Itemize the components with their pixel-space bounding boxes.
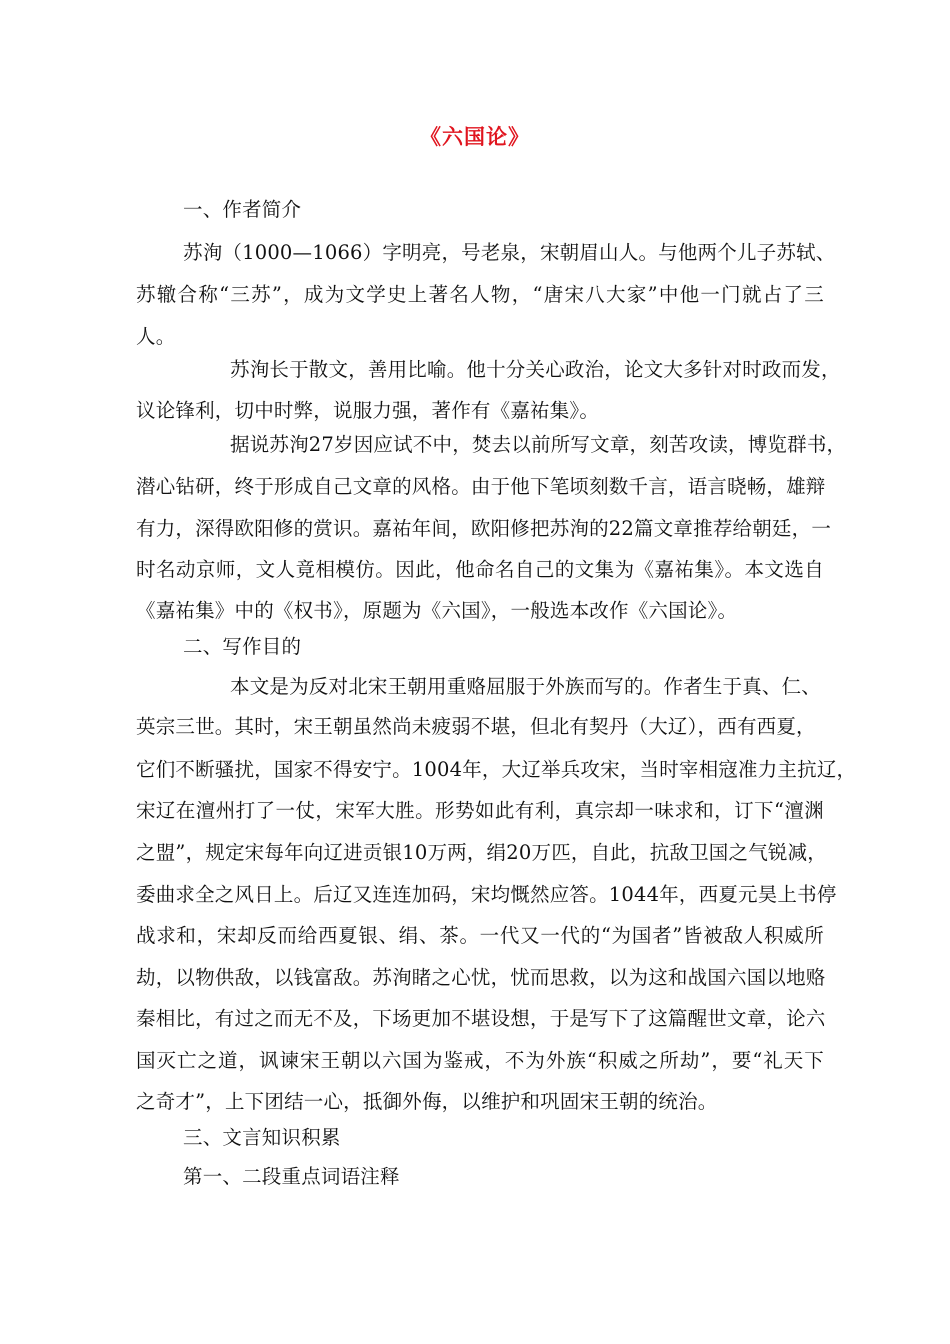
- paragraph-line: 潜心钻研，终于形成自己文章的风格。由于他下笔顷刻数千言，语言晓畅，雄辩: [136, 475, 826, 498]
- section-heading-purpose: 二、写作目的: [183, 635, 302, 658]
- paragraph-line: 劫，以物供敌，以钱富敌。苏洵睹之心忧，忧而思救，以为这和战国六国以地赂: [136, 966, 826, 989]
- paragraph-line: 苏洵长于散文，善用比喻。他十分关心政治，论文大多针对时政而发，: [230, 358, 841, 381]
- paragraph-line: 之盟”，规定宋每年向辽进贡银10万两，绢20万匹，自此，抗敌卫国之气锐减，: [136, 841, 827, 864]
- paragraph-line: 它们不断骚扰，国家不得安宁。1004年，大辽举兵攻宋，当时宰相寇准力主抗辽，: [136, 758, 857, 781]
- paragraph-line: 秦相比，有过之而无不及，下场更加不堪设想，于是写下了这篇醒世文章，论六: [136, 1007, 826, 1030]
- paragraph-line: 战求和，宋却反而给西夏银、绢、茶。一代又一代的“为国者”皆被敌人积威所: [136, 924, 824, 947]
- paragraph-line: 人。: [136, 325, 176, 348]
- paragraph-line: 英宗三世。其时，宋王朝虽然尚未疲弱不堪，但北有契丹（大辽），西有西夏，: [136, 715, 816, 738]
- paragraph-line: 宋辽在澶州打了一仗，宋军大胜。形势如此有利，真宗却一味求和，订下“澶渊: [136, 799, 824, 822]
- section-heading-author: 一、作者简介: [183, 198, 302, 221]
- subsection-heading: 第一、二段重点词语注释: [183, 1165, 400, 1188]
- paragraph-line: 本文是为反对北宋王朝用重赂屈服于外族而写的。作者生于真、仁、: [230, 675, 822, 698]
- section-heading-knowledge: 三、文言知识积累: [183, 1126, 341, 1149]
- paragraph-line: 《嘉祐集》中的《权书》，原题为《六国》，一般选本改作《六国论》。: [136, 599, 738, 622]
- paragraph-line: 国灭亡之道，讽谏宋王朝以六国为鉴戒，不为外族“积威之所劫”，要“礼天下: [136, 1049, 824, 1072]
- paragraph-line: 之奇才”，上下团结一心，抵御外侮，以维护和巩固宋王朝的统治。: [136, 1090, 718, 1113]
- paragraph-line: 苏洵（1000—1066）字明亮，号老泉，宋朝眉山人。与他两个儿子苏轼、: [183, 241, 836, 264]
- paragraph-line: 有力，深得欧阳修的赏识。嘉祐年间，欧阳修把苏洵的22篇文章推荐给朝廷，一: [136, 517, 832, 540]
- paragraph-line: 苏辙合称“三苏”，成为文学史上著名人物，“唐宋八大家”中他一门就占了三: [136, 283, 824, 306]
- page-title: 《六国论》: [420, 124, 530, 149]
- paragraph-line: 据说苏洵27岁因应试不中，焚去以前所写文章，刻苦攻读，博览群书，: [230, 433, 847, 456]
- paragraph-line: 委曲求全之风日上。后辽又连连加码，宋均慨然应答。1044年，西夏元昊上书停: [136, 883, 837, 906]
- paragraph-line: 时名动京师，文人竟相模仿。因此，他命名自己的文集为《嘉祐集》。本文选自: [136, 558, 824, 581]
- paragraph-line: 议论锋利，切中时弊，说服力强，著作有《嘉祐集》。: [136, 399, 600, 422]
